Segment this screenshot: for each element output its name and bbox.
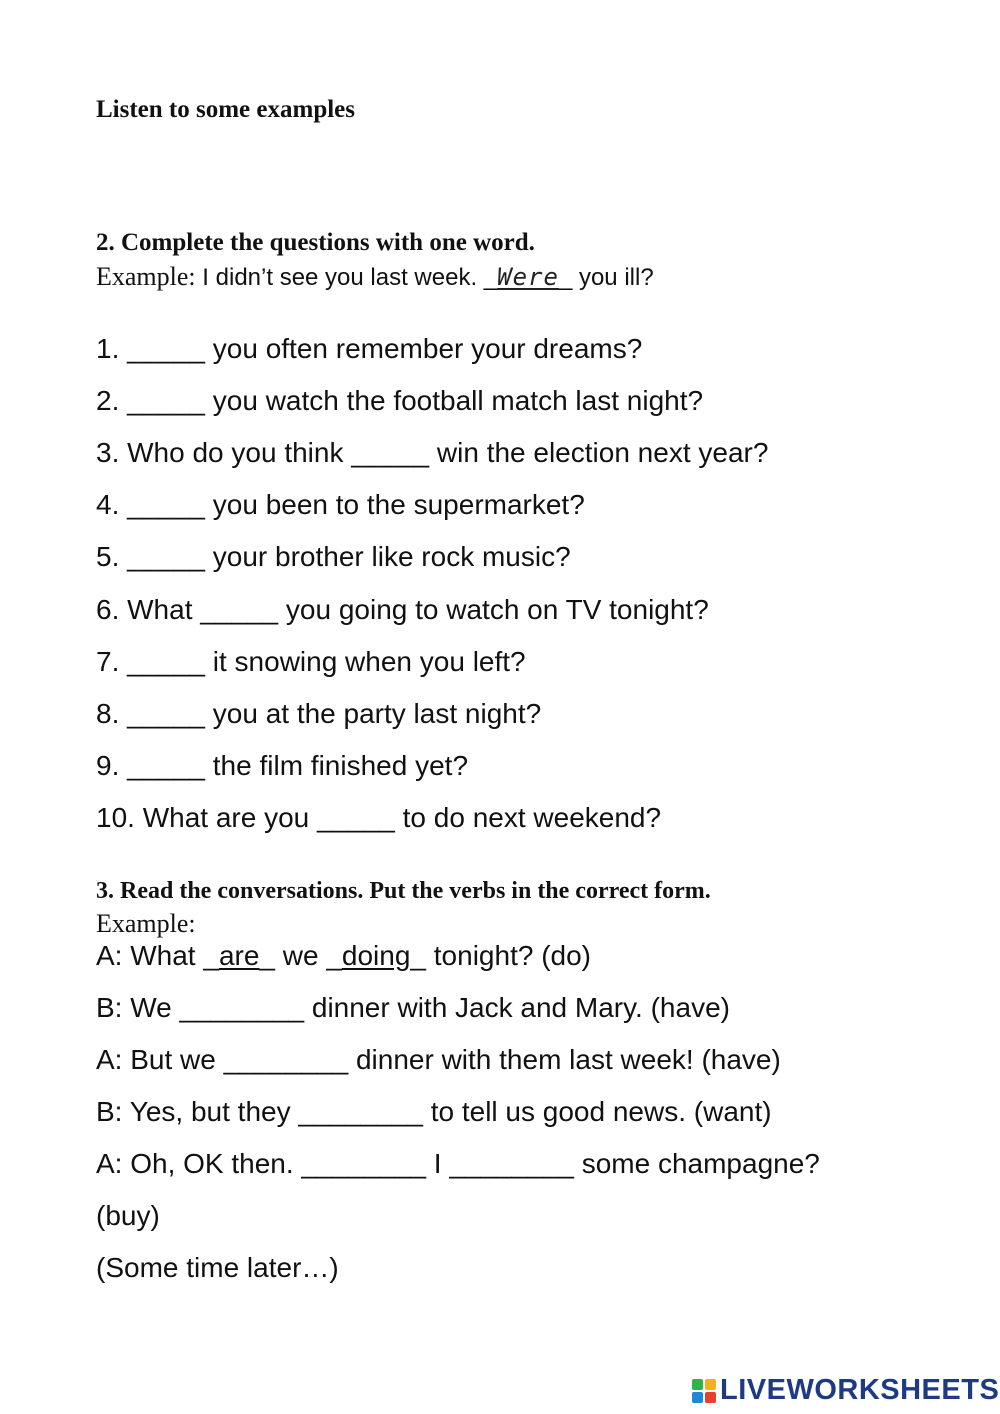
example-text-after: _ you ill? bbox=[558, 264, 654, 291]
section-3-example-label: Example: bbox=[96, 909, 196, 938]
question-7[interactable]: 7. _____ it snowing when you left? bbox=[96, 646, 526, 677]
logo-squares-icon bbox=[692, 1379, 716, 1403]
question-6[interactable]: 6. What _____ you going to watch on TV tonight? bbox=[96, 594, 709, 625]
dialogue-stage-note: (Some time later…) bbox=[96, 1252, 339, 1283]
example-line-part-3: _ tonight? (do) bbox=[410, 940, 591, 971]
example-dialogue-line bbox=[96, 940, 591, 972]
dialogue-line-1[interactable]: B: We ________ dinner with Jack and Mary. (have) bbox=[96, 992, 730, 1023]
question-8[interactable]: 8. _____ you at the party last night? bbox=[96, 698, 542, 729]
question-10[interactable]: 10. What are you _____ to do next weekend? bbox=[96, 802, 662, 833]
example-answer-doing[interactable]: doing bbox=[341, 940, 411, 971]
logo-square-blue bbox=[692, 1392, 703, 1403]
section-3-title: 3. Read the conversations. Put the verbs in the correct form. bbox=[96, 878, 711, 904]
logo-text: LIVEWORKSHEETS bbox=[720, 1374, 1000, 1406]
logo-square-green bbox=[692, 1379, 703, 1390]
question-9[interactable]: 9. _____ the film finished yet? bbox=[96, 750, 469, 781]
dialogue-line-3[interactable]: B: Yes, but they ________ to tell us good news. (want) bbox=[96, 1096, 772, 1127]
section-1-title: Listen to some examples bbox=[96, 96, 355, 123]
dialogue-line-2[interactable]: A: But we ________ dinner with them last week! (have) bbox=[96, 1044, 781, 1075]
section-2-example bbox=[96, 262, 654, 292]
question-4[interactable]: 4. _____ you been to the supermarket? bbox=[96, 489, 585, 520]
liveworksheets-logo bbox=[692, 1374, 999, 1407]
example-line-part-1: A: What _ bbox=[96, 940, 219, 971]
section-2-title: 2. Complete the questions with one word. bbox=[96, 229, 535, 256]
question-1[interactable]: 1. _____ you often remember your dreams? bbox=[96, 333, 643, 364]
example-answer-are[interactable]: are bbox=[218, 940, 260, 971]
example-text-before: I didn’t see you last week. _ bbox=[195, 264, 498, 291]
example-answer[interactable]: Were bbox=[497, 263, 559, 291]
example-line-part-2: _ we _ bbox=[259, 940, 342, 971]
logo-square-red bbox=[705, 1392, 716, 1403]
dialogue-line-4[interactable]: A: Oh, OK then. ________ I ________ some champagne? bbox=[96, 1148, 820, 1179]
dialogue-line-4-verb: (buy) bbox=[96, 1200, 160, 1231]
question-3[interactable]: 3. Who do you think _____ win the election next year? bbox=[96, 437, 769, 468]
logo-square-yellow bbox=[705, 1379, 716, 1390]
example-label: Example: bbox=[96, 262, 196, 291]
question-5[interactable]: 5. _____ your brother like rock music? bbox=[96, 541, 571, 572]
question-2[interactable]: 2. _____ you watch the football match last night? bbox=[96, 385, 704, 416]
